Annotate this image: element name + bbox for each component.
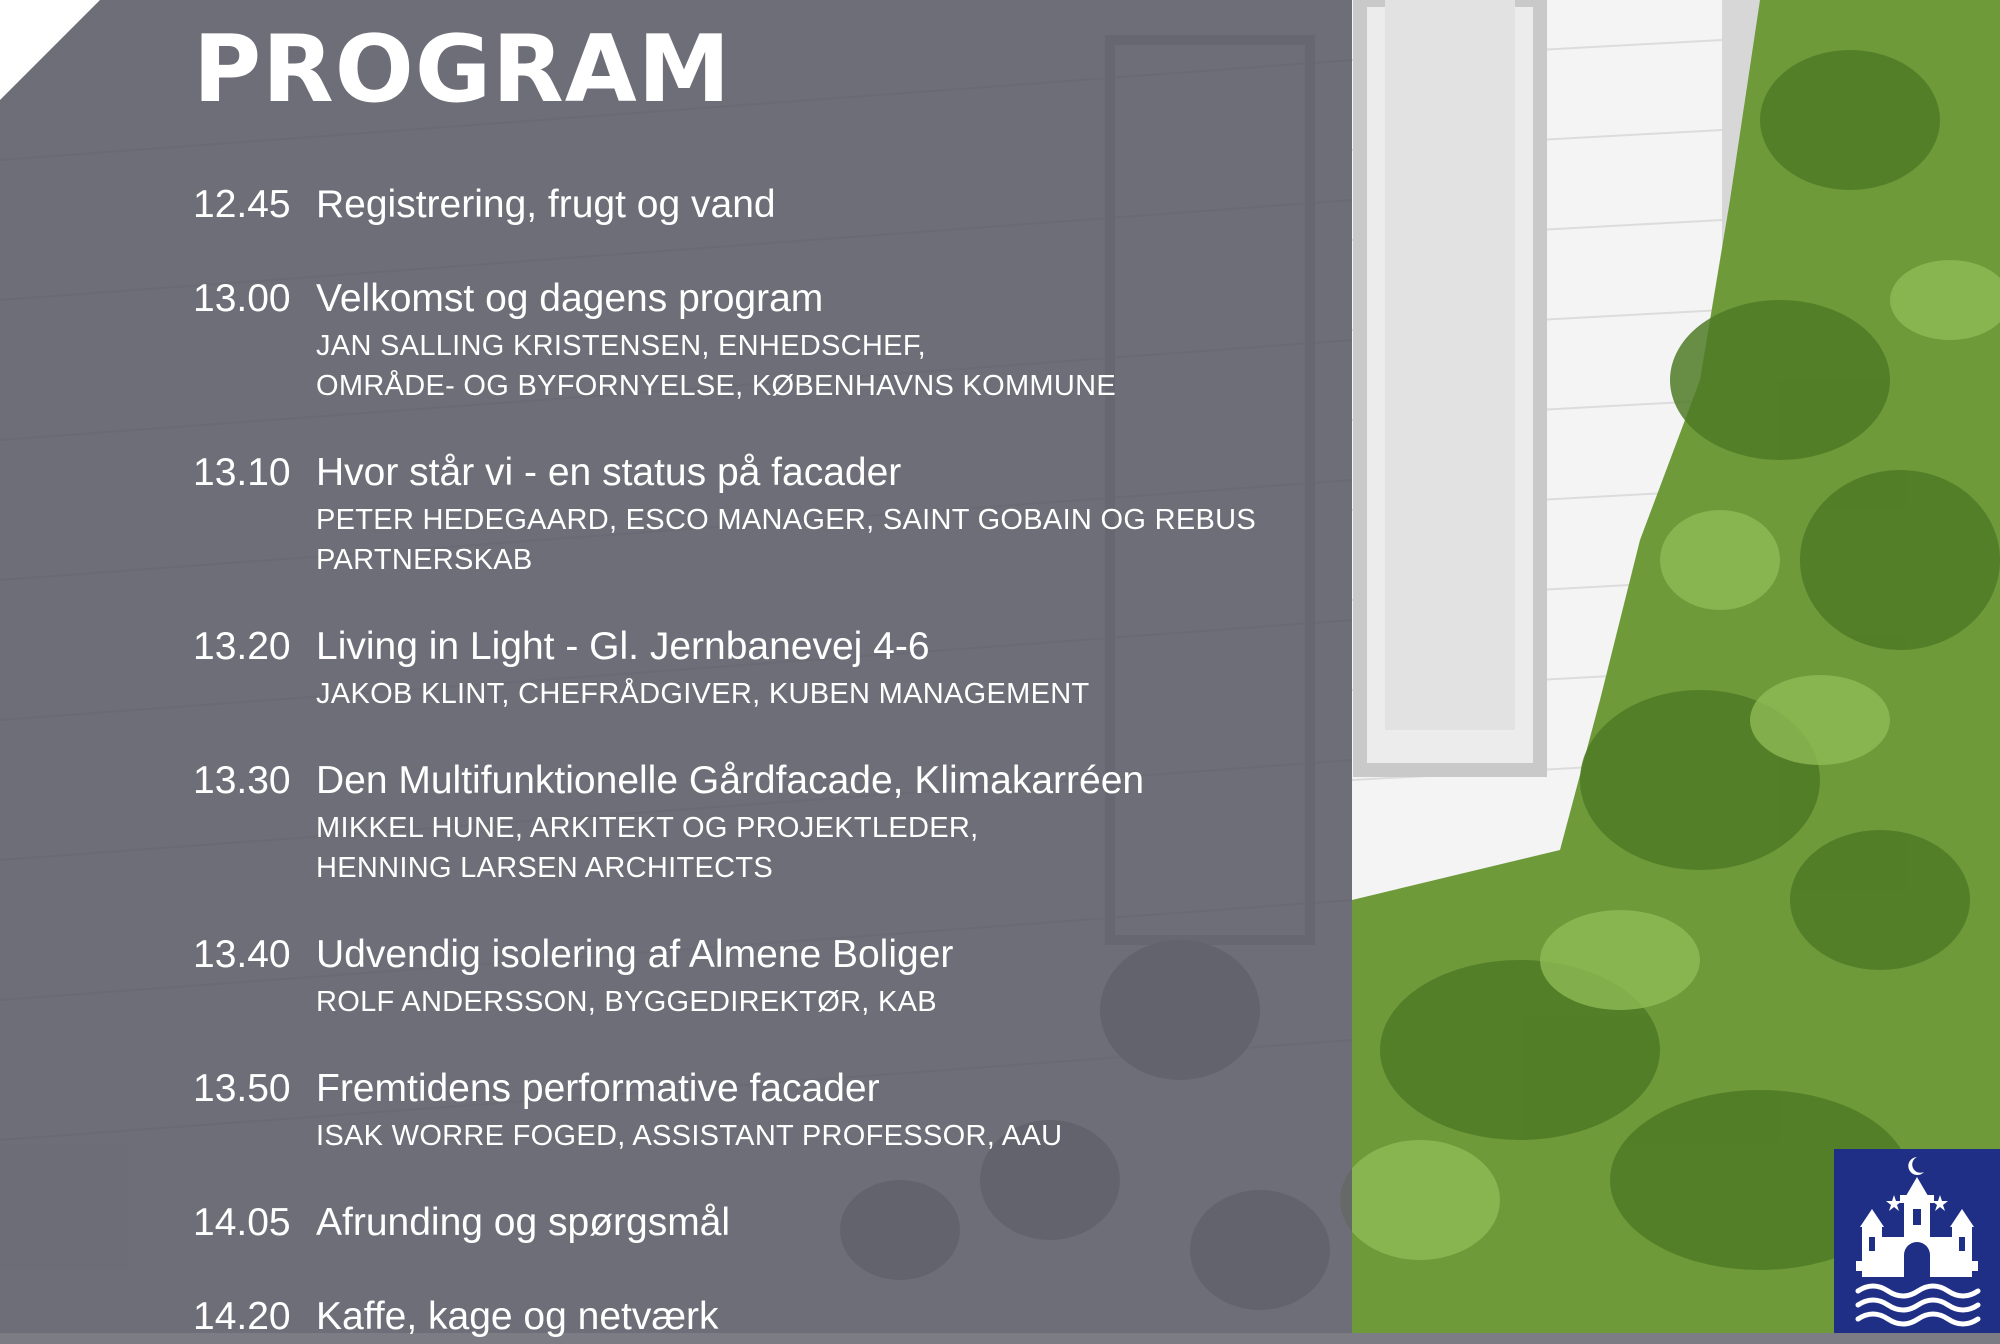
program-speaker: MIKKEL HUNE, ARKITEKT OG PROJEKTLEDER, [316,812,979,844]
program-title: Hvor står vi - en status på facader [316,451,902,494]
program-item [193,1062,1313,1156]
program-time: 12.45 [193,183,291,226]
program-list [193,178,1313,1344]
program-speaker: OMRÅDE- OG BYFORNYELSE, KØBENHAVNS KOMMUNE [316,370,1117,402]
program-title: Afrunding og spørgsmål [316,1201,731,1244]
program-title: Fremtidens performative facader [316,1067,880,1110]
program-time: 13.40 [193,933,291,976]
program-item [193,1290,1313,1344]
program-time: 13.00 [193,277,291,320]
program-item [193,928,1313,1022]
program-item [193,754,1313,888]
program-time: 14.05 [193,1201,291,1244]
program-speaker: JAN SALLING KRISTENSEN, ENHEDSCHEF, [316,330,926,362]
program-time: 13.30 [193,759,291,802]
program-speaker: JAKOB KLINT, CHEFRÅDGIVER, KUBEN MANAGEMENT [316,678,1090,710]
program-title: Udvendig isolering af Almene Boliger [316,933,954,976]
program-time: 13.10 [193,451,291,494]
program-speaker: PETER HEDEGAARD, ESCO MANAGER, SAINT GOBAIN OG REBUS [316,504,1257,536]
program-item [193,178,1313,232]
program-time: 13.50 [193,1067,291,1110]
program-speaker: HENNING LARSEN ARCHITECTS [316,852,774,884]
program-speaker: ROLF ANDERSSON, BYGGEDIREKTØR, KAB [316,986,937,1018]
program-time: 14.20 [193,1295,291,1338]
program-item [193,272,1313,406]
program-title: Living in Light - Gl. Jernbanevej 4-6 [316,625,930,668]
copenhagen-coat-of-arms-icon [1834,1149,2000,1333]
program-speaker: PARTNERSKAB [316,544,533,576]
program-time: 13.20 [193,625,291,668]
program-item [193,1196,1313,1250]
program-title: Velkomst og dagens program [316,277,824,320]
program-speaker: ISAK WORRE FOGED, ASSISTANT PROFESSOR, AAU [316,1120,1063,1152]
page-title: PROGRAM [193,15,732,123]
corner-notch [0,0,100,100]
program-title: Kaffe, kage og netværk [316,1295,719,1338]
program-title: Den Multifunktionelle Gårdfacade, Klimakarréen [316,759,1145,802]
program-item [193,620,1313,714]
program-title: Registrering, frugt og vand [316,183,776,226]
program-item [193,446,1313,580]
municipality-logo [1834,1149,2000,1333]
